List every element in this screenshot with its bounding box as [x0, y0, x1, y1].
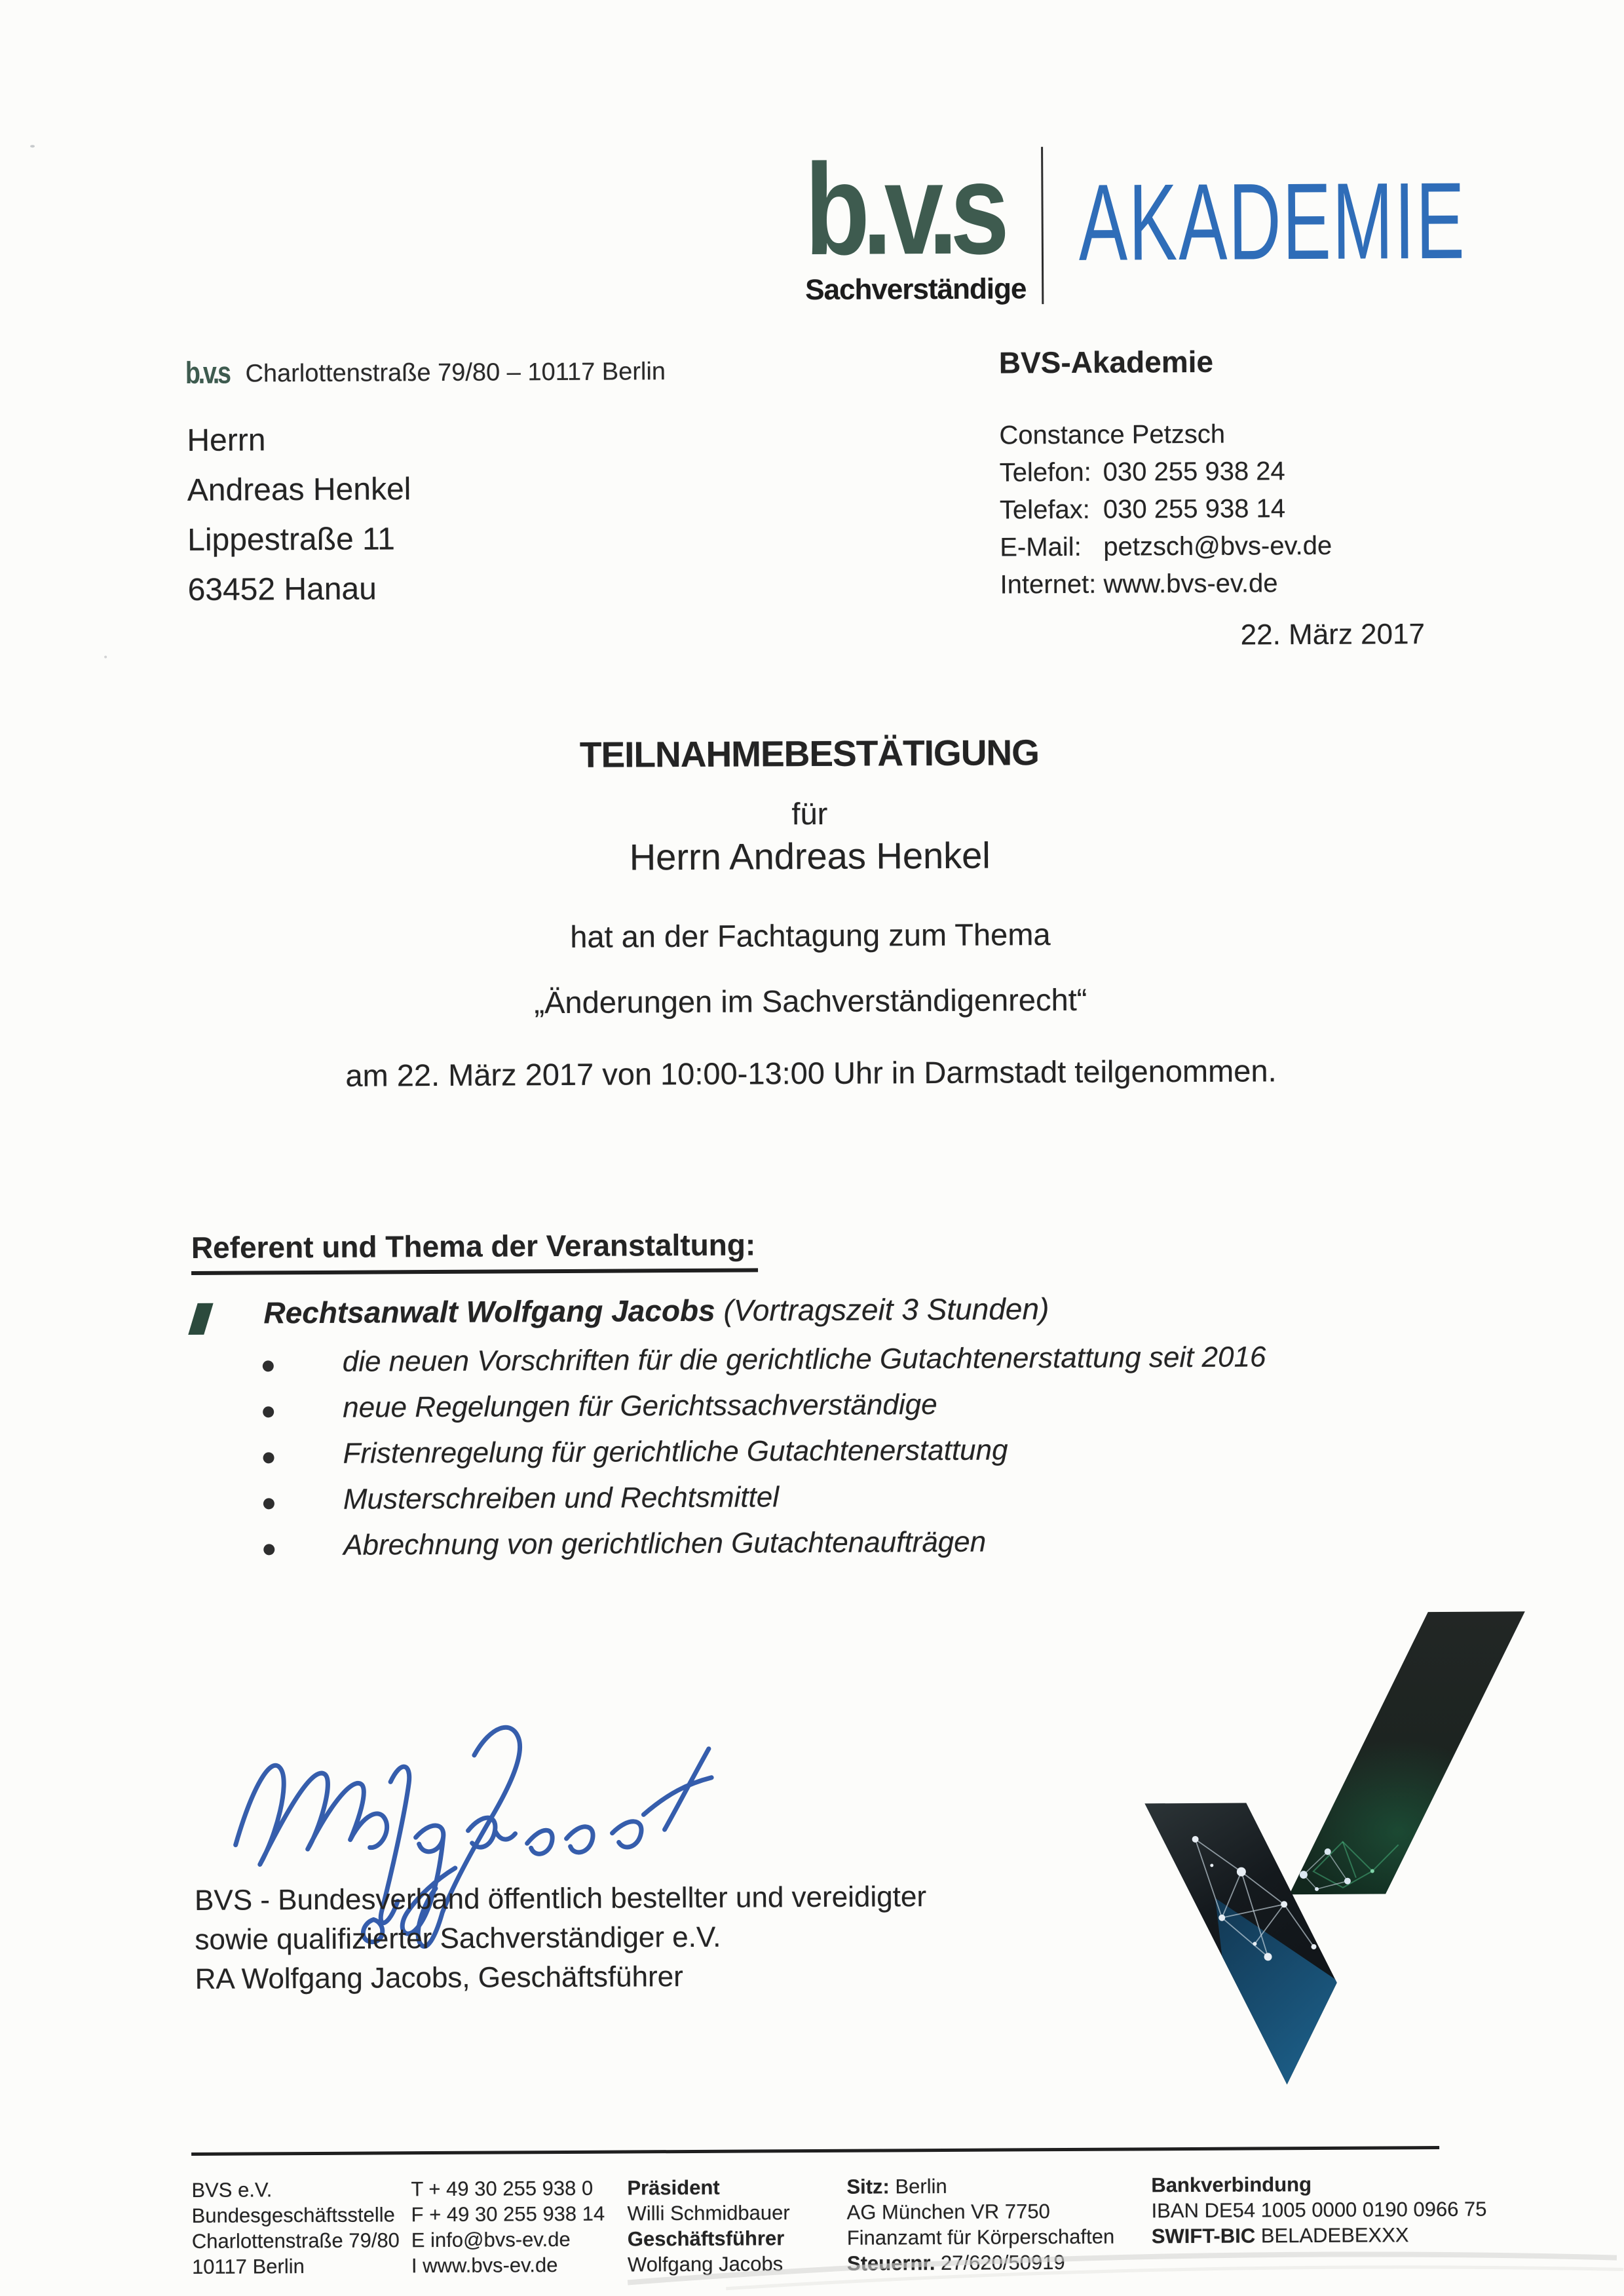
agenda-item: Fristenregelung für gerichtliche Gutachtenerstattung	[343, 1434, 1008, 1470]
footer-line: T + 49 30 255 938 0	[411, 2176, 594, 2201]
recipient-street: Lippestraße 11	[187, 522, 395, 558]
phone-value: 030 255 938 24	[1103, 457, 1285, 487]
bullet-dot-icon	[263, 1452, 274, 1463]
footer-line: Geschäftsführer	[627, 2227, 785, 2251]
footer-line: E info@bvs-ev.de	[411, 2227, 571, 2252]
org-line3: RA Wolfgang Jacobs, Geschäftsführer	[195, 1961, 683, 1995]
sender-bvs-logo: b.v.s	[185, 354, 229, 390]
speaker-name: Rechtsanwalt Wolfgang Jacobs	[263, 1293, 715, 1330]
speaker-note: (Vortragszeit 3 Stunden)	[715, 1292, 1049, 1328]
sender-address: Charlottenstraße 79/80 – 10117 Berlin	[245, 358, 666, 388]
footer-line: Bundesgeschäftsstelle	[191, 2203, 395, 2227]
contact-person: Constance Petzsch	[999, 419, 1226, 450]
certificate-title: TEILNAHMEBESTÄTIGUNG	[579, 732, 1040, 775]
certificate-topic: „Änderungen im Sachverständigenrecht“	[534, 982, 1087, 1020]
footer-line: I www.bvs-ev.de	[411, 2253, 558, 2278]
bullet-dot-icon	[263, 1360, 274, 1371]
bullet-dot-icon	[263, 1498, 274, 1509]
recipient-city: 63452 Hanau	[187, 571, 377, 607]
email-value: petzsch@bvs-ev.de	[1103, 531, 1332, 562]
agenda-heading: Referent und Thema der Veranstaltung:	[191, 1227, 759, 1275]
fax-value: 030 255 938 14	[1103, 494, 1286, 524]
certificate-line1: hat an der Fachtagung zum Thema	[570, 917, 1051, 954]
contact-phone-row	[1000, 453, 1332, 492]
bvs-logo: b.v.s	[804, 136, 1002, 282]
org-line2: sowie qualifizierter Sachverständiger e.V.	[195, 1921, 721, 1956]
footer-rule	[191, 2146, 1439, 2156]
footer-line: Sitz: Berlin	[846, 2174, 947, 2198]
phone-label: Telefon:	[999, 457, 1091, 488]
contact-block	[999, 415, 1332, 604]
agenda-item: die neuen Vorschriften für die gerichtliche Gutachtenerstattung seit 2016	[342, 1341, 1266, 1378]
web-label: Internet:	[1000, 569, 1097, 600]
footer-line: Charlottenstraße 79/80	[191, 2229, 400, 2253]
scan-speck	[30, 145, 35, 147]
sender-line	[185, 352, 666, 391]
certificate-line2: am 22. März 2017 von 10:00-13:00 Uhr in Darmstadt teilgenommen.	[345, 1053, 1277, 1093]
contact-web-row	[1000, 565, 1332, 604]
org-line1: BVS - Bundesverband öffentlich bestellter und vereidigter	[194, 1881, 927, 1917]
web-value: www.bvs-ev.de	[1103, 569, 1278, 599]
footer-line: Bankverbindung	[1151, 2173, 1312, 2197]
recipient-salutation: Herrn	[187, 423, 266, 458]
agenda-item: Musterschreiben und Rechtsmittel	[343, 1481, 780, 1516]
logo-divider	[1041, 147, 1044, 304]
footer-line: IBAN DE54 1005 0000 0190 0966 75	[1151, 2197, 1487, 2223]
organisation-block	[195, 1877, 927, 1999]
certificate-attendee: Herrn Andreas Henkel	[629, 834, 991, 878]
slash-bullet-icon	[188, 1303, 213, 1335]
footer-line: BVS e.V.	[191, 2178, 273, 2202]
footer-line: Wolfgang Jacobs	[627, 2252, 784, 2276]
footer-line: 10117 Berlin	[191, 2255, 305, 2278]
footer-line: SWIFT-BIC BELADEBEXXX	[1151, 2223, 1409, 2248]
certificate-for-word: für	[791, 795, 828, 832]
agenda-item: Abrechnung von gerichtlichen Gutachtenaufträgen	[343, 1525, 987, 1561]
footer-line: Steuernr. 27/620/50919	[846, 2250, 1065, 2275]
fax-label: Telefax:	[999, 495, 1090, 525]
footer-line: Finanzamt für Körperschaften	[846, 2225, 1115, 2249]
bvs-checkmark-graphic	[1116, 1588, 1564, 2109]
agenda-speaker-line	[263, 1291, 1049, 1330]
footer-line: Präsident	[627, 2175, 720, 2200]
contact-fax-row	[1000, 490, 1332, 529]
contact-email-row	[1000, 527, 1332, 567]
footer-line: Willi Schmidbauer	[627, 2201, 790, 2225]
scanner-shadow-artifact	[5, 2223, 1624, 2296]
agenda-item: neue Regelungen für Gerichtssachverständige	[343, 1388, 937, 1424]
bullet-dot-icon	[263, 1544, 274, 1555]
bullet-dot-icon	[263, 1406, 274, 1417]
email-label: E-Mail:	[1000, 532, 1082, 562]
footer-line: F + 49 30 255 938 14	[411, 2202, 605, 2227]
footer-line: AG München VR 7750	[846, 2200, 1050, 2224]
letter-date: 22. März 2017	[1240, 618, 1426, 651]
contact-title: BVS-Akademie	[998, 344, 1214, 380]
recipient-name: Andreas Henkel	[187, 472, 411, 508]
recipient-address	[187, 415, 411, 615]
bvs-logo-subtitle: Sachverständige	[805, 273, 1027, 307]
akademie-wordmark: AKADEMIE	[1078, 160, 1467, 284]
scan-speck	[104, 656, 107, 659]
